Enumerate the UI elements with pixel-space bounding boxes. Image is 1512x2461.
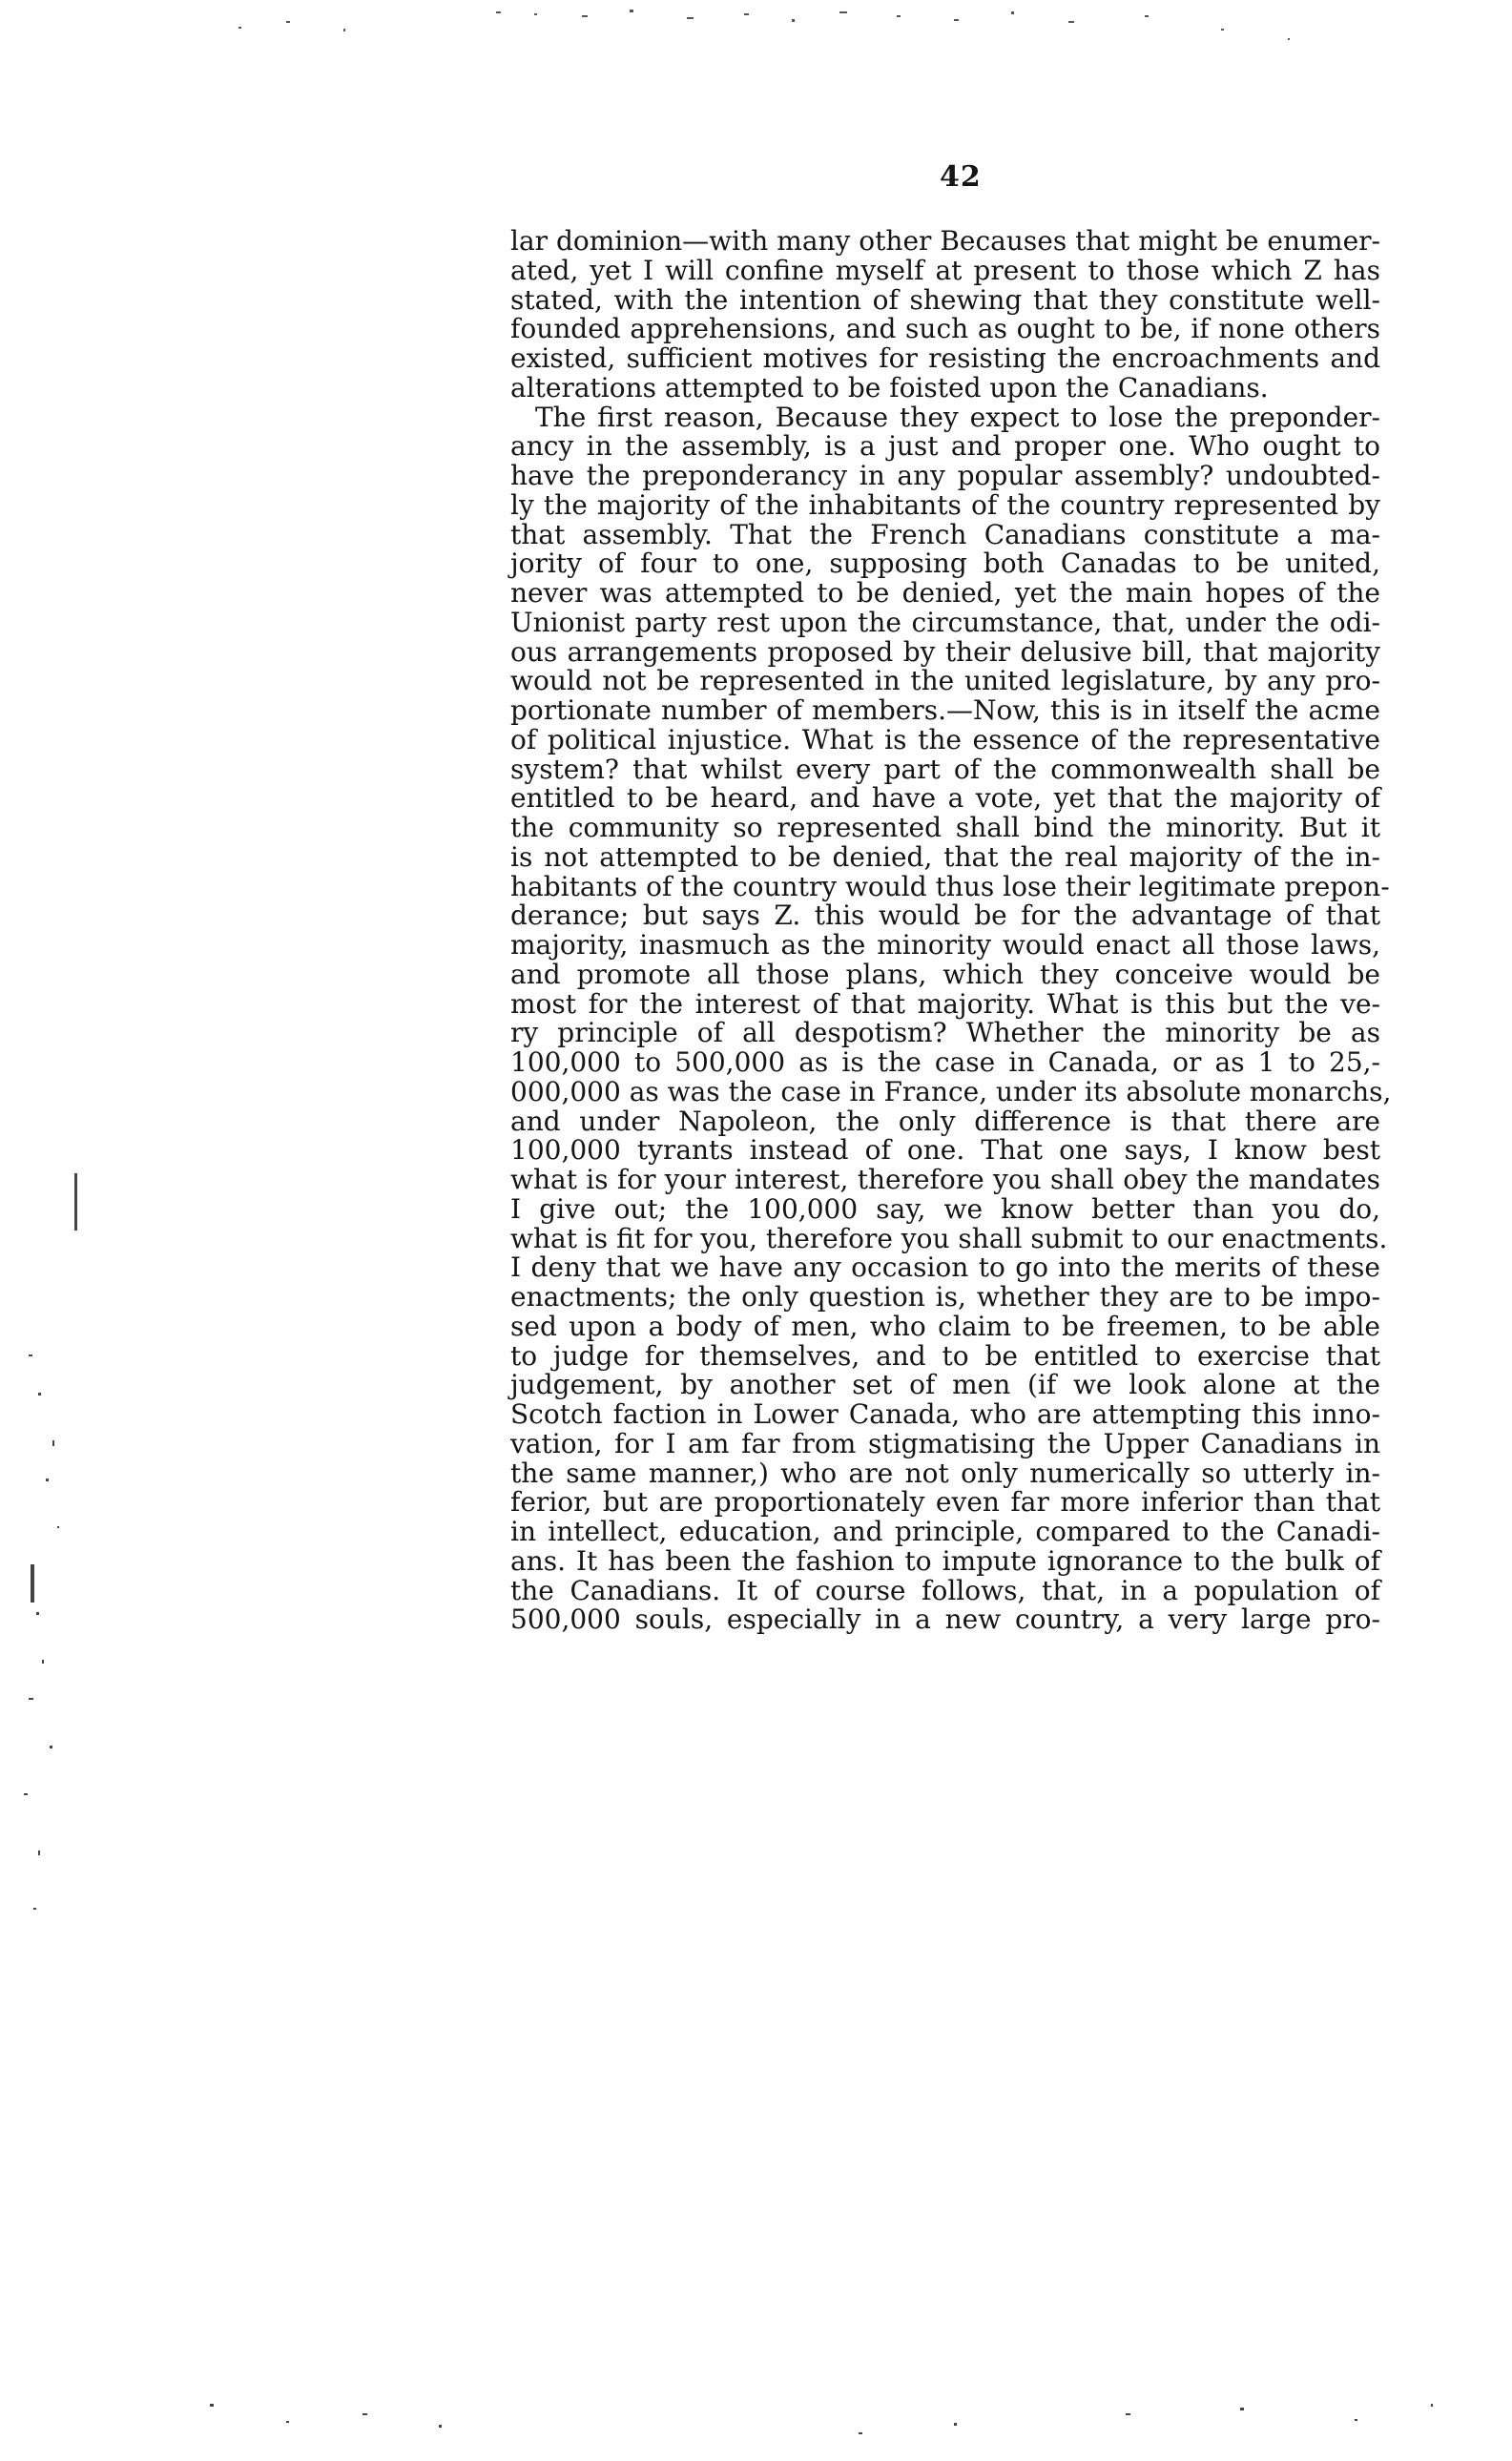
- body-text: [510, 225, 1392, 1636]
- text-line: The first reason, Because they expect to lose the preponder-: [535, 401, 1380, 433]
- text-line: have the preponderancy in any popular assembly? undoubted-: [510, 460, 1380, 491]
- text-line: majority, inasmuch as the minority would enact all those laws,: [510, 929, 1380, 961]
- text-line: ous arrangements proposed by their delusive bill, that majority: [510, 635, 1380, 668]
- text-line: entitled to be heard, and have a vote, yet that the majority of: [510, 782, 1380, 815]
- text-line: enactments; the only question is, whether they are to be impo-: [510, 1281, 1380, 1313]
- text-line: ated, yet I will confine myself at present to those which Z has: [510, 254, 1380, 286]
- text-line: existed, sufficient motives for resisting the encroachments and: [510, 342, 1380, 374]
- text-line: judgement, by another set of men (if we look alone at the: [510, 1369, 1380, 1401]
- text-line: is not attempted to be denied, that the real majority of the in-: [510, 840, 1380, 873]
- text-line: that assembly. That the French Canadians constitute a ma-: [510, 518, 1380, 550]
- text-line: ans. It has been the fashion to impute ignorance to the bulk of: [510, 1544, 1380, 1577]
- text-line: never was attempted to be denied, yet the main hopes of the: [510, 577, 1380, 609]
- text-line: system? that whilst every part of the commonwealth shall be: [510, 753, 1380, 785]
- text-line: Unionist party rest upon the circumstance, that, under the odi-: [510, 606, 1380, 638]
- scan-speckle-top: [0, 0, 1512, 57]
- text-line: what is fit for you, therefore you shall submit to our enactments.: [510, 1222, 1388, 1254]
- text-line: ry principle of all despotism? Whether the minority be as: [510, 1017, 1380, 1049]
- text-line: the community so represented shall bind the minority. But it: [510, 812, 1380, 843]
- text-line: would not be represented in the united legislature, by any pro-: [510, 665, 1380, 697]
- text-line: Scotch faction in Lower Canada, who are attempting this inno-: [510, 1398, 1380, 1430]
- text-line: 100,000 to 500,000 as is the case in Canada, or as 1 to 25,-: [510, 1046, 1380, 1078]
- text-line: the Canadians. It of course follows, that, in a population of: [510, 1574, 1380, 1606]
- text-line: sed upon a body of men, who claim to be freemen, to be able: [510, 1310, 1380, 1342]
- text-line: 000,000 as was the case in France, under its absolute monarchs,: [510, 1075, 1392, 1107]
- text-line: portionate number of members.—Now, this is in itself the acme: [510, 694, 1380, 726]
- text-line: what is for your interest, therefore you shall obey the mandates: [510, 1164, 1380, 1195]
- text-line: derance; but says Z. this would be for the advantage of that: [510, 900, 1380, 932]
- text-line: stated, with the intention of shewing that they constitute well-: [510, 283, 1380, 316]
- text-line: habitants of the country would thus lose their legitimate prepon-: [510, 870, 1390, 902]
- scan-speckle-left-margin: [0, 1164, 114, 2022]
- text-line: and promote all those plans, which they conceive would be: [510, 958, 1380, 990]
- text-line: in intellect, education, and principle, compared to the Canadi-: [510, 1516, 1380, 1547]
- text-line: vation, for I am far from stigmatising the Upper Canadians in: [510, 1427, 1380, 1459]
- text-line: I deny that we have any occasion to go into the merits of these: [510, 1251, 1380, 1284]
- text-line: ferior, but are proportionately even far more inferior than that: [510, 1486, 1380, 1519]
- text-line: and under Napoleon, the only difference is that there are: [510, 1105, 1380, 1137]
- text-line: ly the majority of the inhabitants of the country represented by: [510, 488, 1380, 521]
- text-line: of political injustice. What is the essence of the representative: [510, 723, 1380, 755]
- text-line: 500,000 souls, especially in a new country, a very large pro-: [510, 1603, 1380, 1636]
- scan-speckle-bottom: [0, 2347, 1512, 2461]
- text-line: to judge for themselves, and to be entitled to exercise that: [510, 1339, 1380, 1372]
- text-line: most for the interest of that majority. What is this but the ve-: [510, 987, 1380, 1020]
- text-line: alterations attempted to be foisted upon the Canadians.: [510, 371, 1269, 403]
- text-line: the same manner,) who are not only numerically so utterly in-: [510, 1457, 1380, 1489]
- text-line: lar dominion—with many other Becauses that might be enumer-: [510, 225, 1380, 257]
- text-line: founded apprehensions, and such as ought to be, if none others: [510, 313, 1380, 345]
- text-line: jority of four to one, supposing both Canadas to be united,: [510, 548, 1380, 580]
- text-line: 100,000 tyrants instead of one. That one says, I know best: [510, 1134, 1380, 1167]
- page-number: 42: [940, 160, 982, 194]
- text-line: I give out; the 100,000 say, we know better than you do,: [510, 1192, 1380, 1225]
- text-line: ancy in the assembly, is a just and proper one. Who ought to: [510, 430, 1380, 463]
